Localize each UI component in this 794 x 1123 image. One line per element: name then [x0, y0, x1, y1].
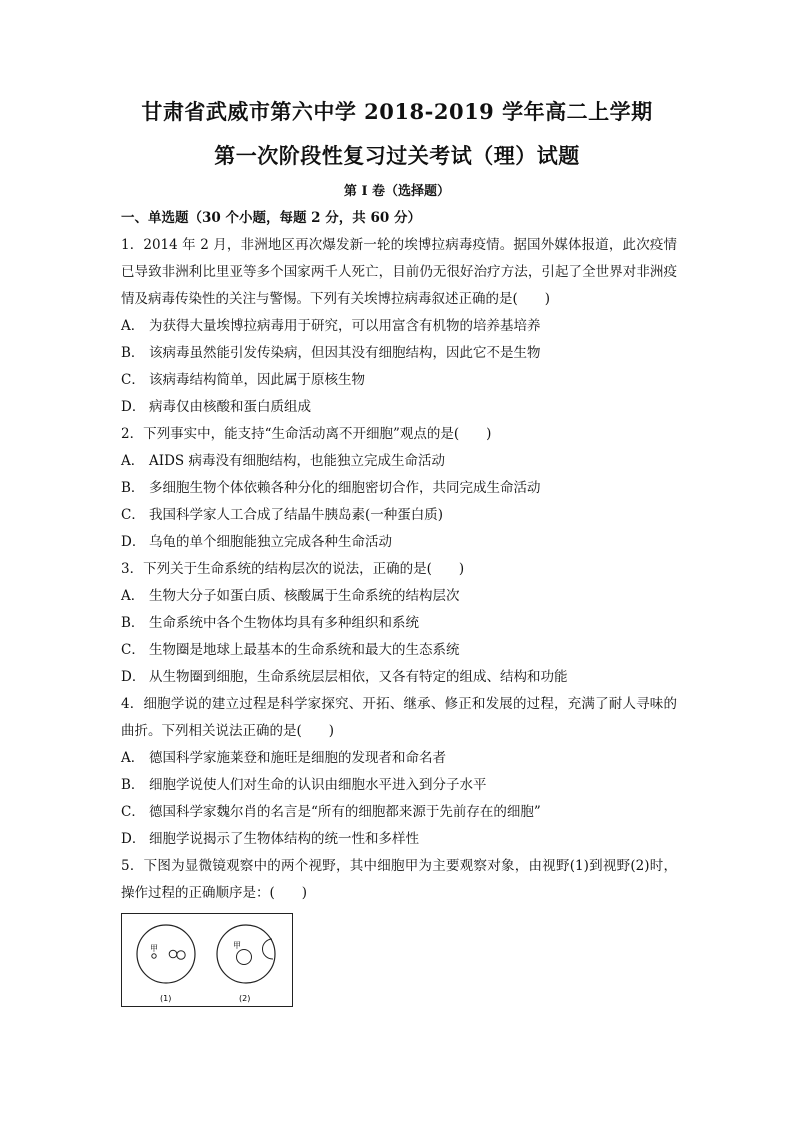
option-text: 德国科学家施莱登和施旺是细胞的发现者和命名者 [149, 750, 446, 766]
option-c [121, 502, 677, 529]
option-b [121, 475, 677, 502]
exam-title-line1: 甘肃省武威市第六中学 2018-2019 学年高二上学期 [141, 99, 653, 124]
option-letter: D． [121, 669, 146, 685]
question-stem: 3．下列关于生命系统的结构层次的说法，正确的是( ) [121, 561, 465, 577]
question-1 [121, 232, 677, 421]
option-text: 为获得大量埃博拉病毒用于研究，可以用富含有机物的培养基培养 [149, 318, 541, 334]
option-letter: B． [121, 345, 145, 361]
option-b [121, 772, 677, 799]
option-letter: D． [121, 831, 146, 847]
microscope-fields-drawing [122, 914, 292, 1006]
option-c [121, 799, 677, 826]
option-letter: A． [121, 588, 145, 604]
option-letter: B． [121, 480, 145, 496]
field-1-circle [137, 925, 195, 983]
option-letter: B． [121, 615, 145, 631]
option-d [121, 529, 677, 556]
microscope-fields-figure [121, 913, 293, 1007]
question-4 [121, 691, 677, 853]
field-1-cell-jia [152, 954, 156, 958]
option-a [121, 583, 677, 610]
option-c [121, 637, 677, 664]
option-letter: C． [121, 642, 145, 658]
option-text: 该病毒结构简单，因此属于原核生物 [149, 372, 365, 388]
option-text: 生物大分子如蛋白质、核酸属于生命系统的结构层次 [149, 588, 460, 604]
option-d [121, 826, 677, 853]
option-text: 细胞学说使人们对生命的认识由细胞水平进入到分子水平 [149, 777, 487, 793]
question-2 [121, 421, 677, 556]
volume-heading: 第 I 卷（选择题） [343, 184, 451, 199]
field-2-circle [217, 925, 275, 983]
option-text: 生命系统中各个生物体均具有多种组织和系统 [149, 615, 419, 631]
field-1-cell-b [177, 951, 185, 959]
field-1-caption: (1) [160, 994, 172, 1003]
option-text: 乌龟的单个细胞能独立完成各种生命活动 [149, 534, 392, 550]
option-a [121, 313, 677, 340]
option-a [121, 745, 677, 772]
question-stem: 4．细胞学说的建立过程是科学家探究、开拓、继承、修正和发展的过程，充满了耐人寻味的曲折。下列相关说法正确的是( ) [121, 696, 677, 739]
option-text: 生物圈是地球上最基本的生命系统和最大的生态系统 [149, 642, 460, 658]
question-stem: 1．2014 年 2 月，非洲地区再次爆发新一轮的埃博拉病毒疫情。据国外媒体报道，此次疫情已导致非洲利比里亚等多个国家两千人死亡，目前仍无很好治疗方法，引起了全世界对非洲疫情及病毒传染性的关注与警惕。下列有关埃博拉病毒叙述正确的是( ) [121, 237, 677, 307]
option-d [121, 664, 677, 691]
field-1-cell-a [169, 950, 177, 958]
option-b [121, 610, 677, 637]
question-list [121, 232, 677, 907]
option-text: 我国科学家人工合成了结晶牛胰岛素(一种蛋白质) [149, 507, 444, 523]
option-d [121, 394, 677, 421]
question-stem: 5．下图为显微镜观察中的两个视野，其中细胞甲为主要观察对象，由视野(1)到视野(2)时，操作过程的正确顺序是：( ) [121, 858, 677, 901]
option-text: 该病毒虽然能引发传染病，但因其没有细胞结构，因此它不是生物 [149, 345, 541, 361]
option-letter: C． [121, 372, 145, 388]
option-text: AIDS 病毒没有细胞结构，也能独立完成生命活动 [149, 453, 445, 469]
option-letter: A． [121, 318, 145, 334]
option-letter: B． [121, 777, 145, 793]
option-b [121, 340, 677, 367]
question-stem: 2．下列事实中，能支持“生命活动离不开细胞”观点的是( ) [121, 426, 492, 442]
field-2-cell-jia [237, 950, 252, 965]
option-c [121, 367, 677, 394]
field-1-label-jia: 甲 [150, 944, 158, 953]
question-5 [121, 853, 677, 907]
question-3 [121, 556, 677, 691]
field-2-partial-cell [262, 939, 273, 959]
exam-title-line2: 第一次阶段性复习过关考试（理）试题 [214, 143, 580, 168]
option-letter: D． [121, 534, 146, 550]
option-a [121, 448, 677, 475]
option-text: 病毒仅由核酸和蛋白质组成 [149, 399, 311, 415]
option-text: 多细胞生物个体依赖各种分化的细胞密切合作，共同完成生命活动 [149, 480, 541, 496]
option-text: 细胞学说揭示了生物体结构的统一性和多样性 [149, 831, 419, 847]
field-2-caption: (2) [239, 994, 251, 1003]
option-letter: D． [121, 399, 146, 415]
option-text: 从生物圈到细胞，生命系统层层相依，又各有特定的组成、结构和功能 [149, 669, 568, 685]
option-letter: A． [121, 750, 145, 766]
option-letter: C． [121, 804, 145, 820]
option-letter: C． [121, 507, 145, 523]
option-text: 德国科学家魏尔肖的名言是“所有的细胞都来源于先前存在的细胞” [149, 804, 541, 820]
option-letter: A． [121, 453, 145, 469]
section-heading: 一、单选题（30 个小题，每题 2 分，共 60 分） [121, 210, 421, 226]
field-2-label-jia: 甲 [233, 941, 241, 950]
